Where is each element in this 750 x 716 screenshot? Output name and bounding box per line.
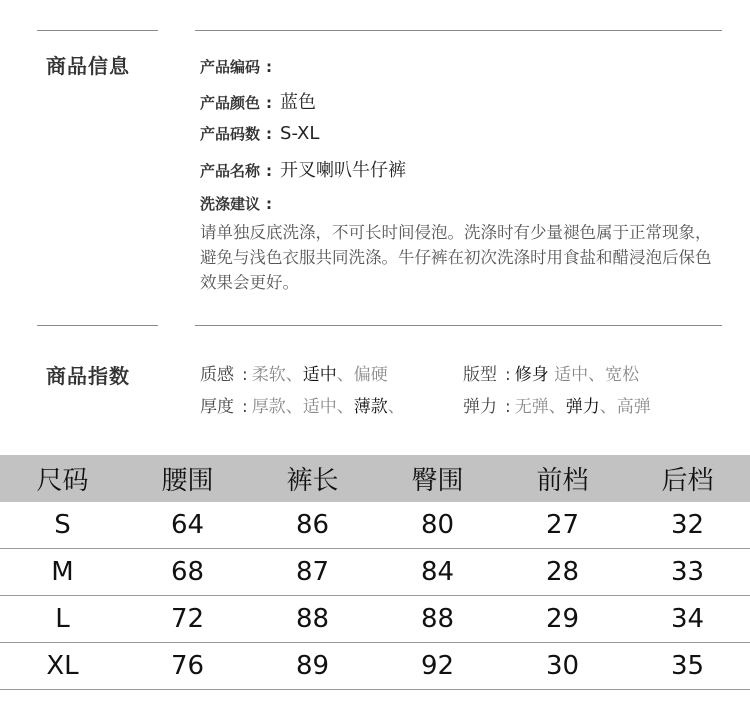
front-rise-cell: 29 xyxy=(500,596,625,643)
length-cell: 86 xyxy=(250,502,375,549)
table-row xyxy=(0,643,750,690)
header-waist: 腰围 xyxy=(125,455,250,502)
waist-cell: 68 xyxy=(125,549,250,596)
divider-mid-left xyxy=(37,325,158,326)
field-label: 产品编码 xyxy=(200,58,261,76)
field-product-color: 产品颜色 : 蓝色 xyxy=(200,92,317,113)
back-rise-cell: 35 xyxy=(625,643,750,690)
front-rise-cell: 28 xyxy=(500,549,625,596)
length-cell: 87 xyxy=(250,549,375,596)
field-label: 产品码数 xyxy=(200,125,261,143)
option-stretch-selected: 弹力 xyxy=(565,397,600,417)
size-cell: M xyxy=(0,549,125,596)
waist-cell: 72 xyxy=(125,596,250,643)
index-label: 版型 xyxy=(463,365,497,385)
field-care-label: 洗涤建议 : xyxy=(200,195,273,213)
field-value: 开叉喇叭牛仔裤 xyxy=(280,160,407,181)
index-label: 弹力 xyxy=(463,397,497,417)
option-medium: 适中 xyxy=(302,397,337,417)
header-size: 尺码 xyxy=(0,455,125,502)
divider-top-left xyxy=(37,30,158,31)
waist-cell: 64 xyxy=(125,502,250,549)
option-high-stretch: 高弹 xyxy=(616,397,651,417)
size-cell: XL xyxy=(0,643,125,690)
back-rise-cell: 32 xyxy=(625,502,750,549)
table-row xyxy=(0,502,750,549)
header-hip: 臀围 xyxy=(375,455,500,502)
index-thickness: 厚度 : 厚款、适中、薄款、 xyxy=(200,397,405,417)
option-no-stretch: 无弹 xyxy=(514,397,549,417)
option-loose: 宽松 xyxy=(605,365,640,385)
product-index-title: 商品指数 xyxy=(46,364,130,388)
table-row xyxy=(0,549,750,596)
index-label: 厚度 xyxy=(200,397,234,417)
waist-cell: 76 xyxy=(125,643,250,690)
field-label: 洗涤建议 xyxy=(200,195,261,213)
care-instructions: 请单独反底洗涤，不可长时间侵泡。洗涤时有少量褪色属于正常现象，避免与浅色衣服共同洗涤。牛仔裤在初次洗涤时用食盐和醋浸泡后保色效果会更好。 xyxy=(200,223,712,292)
product-info-title: 商品信息 xyxy=(46,54,130,78)
header-front-rise: 前档 xyxy=(500,455,625,502)
option-soft: 柔软 xyxy=(251,365,286,385)
field-product-size: 产品码数 : S-XL xyxy=(200,123,320,144)
field-product-code: 产品编码 : xyxy=(200,58,273,76)
back-rise-cell: 34 xyxy=(625,596,750,643)
option-thin-selected: 薄款 xyxy=(353,397,388,417)
front-rise-cell: 27 xyxy=(500,502,625,549)
back-rise-cell: 33 xyxy=(625,549,750,596)
field-value: S-XL xyxy=(280,123,320,144)
hip-cell: 84 xyxy=(375,549,500,596)
size-table-header xyxy=(0,455,750,502)
size-cell: S xyxy=(0,502,125,549)
length-cell: 89 xyxy=(250,643,375,690)
option-regular: 适中 xyxy=(554,365,589,385)
divider-mid-right xyxy=(195,325,722,326)
hip-cell: 80 xyxy=(375,502,500,549)
header-back-rise: 后档 xyxy=(625,455,750,502)
size-cell: L xyxy=(0,596,125,643)
index-stretch: 弹力 : 无弹、弹力、高弹 xyxy=(463,397,651,417)
index-fit: 版型 : 修身 适中、宽松 xyxy=(463,365,640,385)
field-label: 产品颜色 xyxy=(200,94,261,112)
field-product-name: 产品名称 : 开叉喇叭牛仔裤 xyxy=(200,160,407,181)
hip-cell: 88 xyxy=(375,596,500,643)
option-slim-selected: 修身 xyxy=(514,365,549,385)
index-label: 质感 xyxy=(200,365,234,385)
header-length: 裤长 xyxy=(250,455,375,502)
size-table xyxy=(0,455,750,690)
option-medium-selected: 适中 xyxy=(302,365,337,385)
option-thick: 厚款 xyxy=(251,397,286,417)
hip-cell: 92 xyxy=(375,643,500,690)
field-value: 蓝色 xyxy=(280,92,317,113)
index-texture: 质感 : 柔软、适中、偏硬 xyxy=(200,365,388,385)
divider-top-right xyxy=(195,30,722,31)
field-label: 产品名称 xyxy=(200,162,261,180)
length-cell: 88 xyxy=(250,596,375,643)
table-row xyxy=(0,596,750,643)
option-hard: 偏硬 xyxy=(353,365,388,385)
front-rise-cell: 30 xyxy=(500,643,625,690)
